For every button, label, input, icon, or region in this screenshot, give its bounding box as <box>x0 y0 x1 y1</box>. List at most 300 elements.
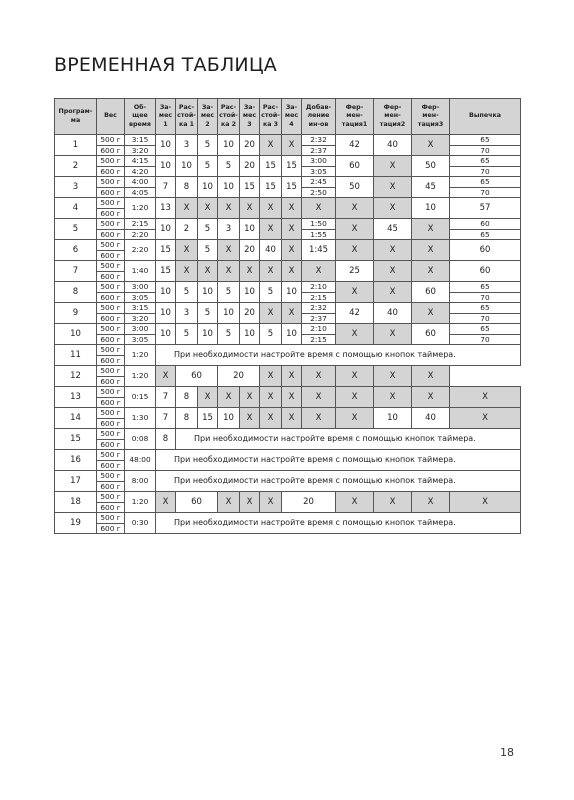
step-time-cell: X <box>260 492 282 513</box>
step-time-cell: 2:15 <box>302 334 336 345</box>
weight-cell: 600 г <box>97 208 125 219</box>
timer-note: При необходимости настройте время с помощью кнопок таймера. <box>156 450 521 471</box>
weight-cell: 500 г <box>97 282 125 293</box>
step-time-cell: 5 <box>198 156 218 177</box>
step-time-cell: X <box>198 387 218 408</box>
time-table <box>54 98 521 534</box>
bake-time-cell: 65 <box>450 177 521 188</box>
step-time-cell: X <box>218 240 240 261</box>
step-time-cell: X <box>176 240 198 261</box>
weight-cell: 500 г <box>97 345 125 356</box>
step-time-cell: X <box>336 198 374 219</box>
step-time-cell: 10 <box>218 408 240 429</box>
step-time-cell: X <box>260 198 282 219</box>
total-time-cell: 1:20 <box>125 198 156 219</box>
program-number: 1 <box>55 135 97 156</box>
column-header <box>450 99 521 135</box>
table-row <box>55 261 521 272</box>
table-row <box>55 156 521 167</box>
step-time-cell: 60 <box>412 282 450 303</box>
step-time-cell: 1:45 <box>302 240 336 261</box>
weight-cell: 500 г <box>97 219 125 230</box>
weight-cell: 500 г <box>97 429 125 440</box>
step-time-cell: 10 <box>412 198 450 219</box>
weight-cell: 600 г <box>97 250 125 261</box>
weight-cell: 500 г <box>97 198 125 209</box>
total-time-cell: 48:00 <box>125 450 156 471</box>
step-time-cell: 45 <box>374 219 412 240</box>
step-time-cell: X <box>176 261 198 282</box>
weight-cell: 600 г <box>97 187 125 198</box>
step-time-cell: X <box>218 387 240 408</box>
timer-note: При необходимости настройте время с помощью кнопок таймера. <box>156 513 521 534</box>
column-header <box>55 99 97 135</box>
step-time-cell: 10 <box>156 303 176 324</box>
step-time-cell: 7 <box>156 387 176 408</box>
step-time-cell: X <box>412 366 450 387</box>
weight-cell: 600 г <box>97 271 125 282</box>
column-header-line: тация2 <box>379 120 406 128</box>
step-time-cell: 10 <box>218 177 240 198</box>
column-header-line: тация1 <box>341 120 368 128</box>
step-time-cell: 15 <box>198 408 218 429</box>
step-time-cell: X <box>282 261 302 282</box>
weight-cell: 500 г <box>97 240 125 251</box>
step-time-cell: 10 <box>156 219 176 240</box>
weight-cell: 600 г <box>97 439 125 450</box>
step-time-cell: X <box>260 261 282 282</box>
total-time-cell: 3:15 <box>125 135 156 146</box>
step-time-cell: X <box>282 366 302 387</box>
column-header-line: За- <box>201 103 214 111</box>
step-time-cell: 2 <box>176 219 198 240</box>
weight-cell: 600 г <box>97 145 125 156</box>
step-time-cell: 20 <box>240 240 260 261</box>
step-time-cell: 10 <box>282 324 302 345</box>
step-time-cell: 40 <box>412 408 450 429</box>
total-time-cell: 0:30 <box>125 513 156 534</box>
step-time-cell: X <box>412 261 450 282</box>
step-time-cell: 20 <box>240 135 260 156</box>
total-time-cell: 3:20 <box>125 145 156 156</box>
step-time-cell: X <box>412 135 450 156</box>
step-time-cell: 1:55 <box>302 229 336 240</box>
table-row <box>55 282 521 293</box>
column-header-line: Вес <box>104 112 117 120</box>
column-header-line: За- <box>159 103 172 111</box>
step-time-cell: 5 <box>260 282 282 303</box>
weight-cell: 600 г <box>97 355 125 366</box>
step-time-cell: 40 <box>374 303 412 324</box>
program-number: 7 <box>55 261 97 282</box>
timer-note: При необходимости настройте время с помощью кнопок таймера. <box>156 345 521 366</box>
step-time-cell: 15 <box>260 156 282 177</box>
bake-time-cell: 60 <box>450 219 521 230</box>
total-time-cell: 1:20 <box>125 345 156 366</box>
step-time-cell: 60 <box>176 366 218 387</box>
step-time-cell: X <box>282 219 302 240</box>
step-time-cell: 3 <box>176 303 198 324</box>
step-time-cell: 5 <box>218 156 240 177</box>
step-time-cell: X <box>218 261 240 282</box>
weight-cell: 600 г <box>97 460 125 471</box>
step-time-cell: 3 <box>218 219 240 240</box>
bake-time-cell: 60 <box>450 240 521 261</box>
table-row <box>55 513 521 524</box>
column-header-line: Фер- <box>345 103 364 111</box>
step-time-cell: X <box>240 198 260 219</box>
step-time-cell: 13 <box>156 198 176 219</box>
step-time-cell: 2:32 <box>302 303 336 314</box>
column-header <box>218 99 240 135</box>
step-time-cell: X <box>412 219 450 240</box>
step-time-cell: 15 <box>260 177 282 198</box>
program-number: 8 <box>55 282 97 303</box>
step-time-cell: 10 <box>282 282 302 303</box>
total-time-cell: 0:08 <box>125 429 156 450</box>
step-time-cell: 40 <box>374 135 412 156</box>
bake-time-cell: 65 <box>450 282 521 293</box>
weight-cell: 500 г <box>97 156 125 167</box>
step-time-cell: X <box>450 387 521 408</box>
weight-cell: 600 г <box>97 502 125 513</box>
step-time-cell: 15 <box>282 177 302 198</box>
table-header-row <box>55 99 521 135</box>
step-time-cell: 5 <box>176 282 198 303</box>
weight-cell: 500 г <box>97 471 125 482</box>
step-time-cell: X <box>240 492 260 513</box>
step-time-cell: X <box>302 366 336 387</box>
weight-cell: 500 г <box>97 387 125 398</box>
column-header-line: За- <box>243 103 256 111</box>
step-time-cell: X <box>336 387 374 408</box>
step-time-cell: 10 <box>198 177 218 198</box>
bake-time-cell: 70 <box>450 313 521 324</box>
step-time-cell: X <box>374 198 412 219</box>
step-time-cell: X <box>240 387 260 408</box>
step-time-cell: X <box>412 387 450 408</box>
column-header-line: мес <box>200 112 215 120</box>
program-number: 10 <box>55 324 97 345</box>
step-time-cell: 20 <box>240 156 260 177</box>
step-time-cell: 5 <box>176 324 198 345</box>
column-header-line: ление <box>307 112 330 120</box>
step-time-cell: 5 <box>218 282 240 303</box>
column-header-line: стой- <box>177 112 196 120</box>
weight-cell: 500 г <box>97 261 125 272</box>
step-time-cell: X <box>156 492 176 513</box>
weight-cell: 600 г <box>97 397 125 408</box>
step-time-cell: 2:10 <box>302 324 336 335</box>
column-header-line: мен- <box>422 112 439 120</box>
column-header-line: 1 <box>163 120 168 128</box>
step-time-cell: X <box>336 408 374 429</box>
weight-cell: 600 г <box>97 376 125 387</box>
step-time-cell: X <box>260 135 282 156</box>
step-time-cell: X <box>336 492 374 513</box>
step-time-cell: X <box>412 240 450 261</box>
step-time-cell: X <box>302 198 336 219</box>
total-time-cell: 0:15 <box>125 387 156 408</box>
program-number: 13 <box>55 387 97 408</box>
step-time-cell: 2:37 <box>302 313 336 324</box>
step-time-cell: 10 <box>374 408 412 429</box>
step-time-cell: X <box>282 240 302 261</box>
step-time-cell: X <box>374 156 412 177</box>
step-time-cell: 8 <box>176 408 198 429</box>
column-header <box>198 99 218 135</box>
timer-note: При необходимости настройте время с помощью кнопок таймера. <box>156 471 521 492</box>
total-time-cell: 2:20 <box>125 229 156 240</box>
bake-time-cell: 65 <box>450 324 521 335</box>
table-row <box>55 450 521 461</box>
step-time-cell: 60 <box>336 156 374 177</box>
column-header-line: мес <box>158 112 173 120</box>
step-time-cell: X <box>260 366 282 387</box>
column-header-line: мес <box>242 112 257 120</box>
page-title: ВРЕМЕННАЯ ТАБЛИЦА <box>54 54 277 76</box>
step-time-cell: 5 <box>218 324 240 345</box>
step-time-cell: X <box>282 135 302 156</box>
step-time-cell: X <box>260 303 282 324</box>
weight-cell: 500 г <box>97 513 125 524</box>
step-time-cell: 7 <box>156 177 176 198</box>
step-time-cell: X <box>302 408 336 429</box>
weight-cell: 500 г <box>97 303 125 314</box>
total-time-cell: 4:05 <box>125 187 156 198</box>
total-time-cell: 1:20 <box>125 492 156 513</box>
weight-cell: 600 г <box>97 229 125 240</box>
column-header-line: мен- <box>346 112 363 120</box>
total-time-cell: 1:30 <box>125 408 156 429</box>
step-time-cell: X <box>374 240 412 261</box>
step-time-cell: X <box>282 408 302 429</box>
step-time-cell: X <box>374 387 412 408</box>
table-row <box>55 366 521 377</box>
weight-cell: 600 г <box>97 523 125 534</box>
step-time-cell: 10 <box>176 156 198 177</box>
step-time-cell: 2:10 <box>302 282 336 293</box>
step-time-cell: X <box>336 282 374 303</box>
step-time-cell: 10 <box>156 324 176 345</box>
table-row <box>55 492 521 503</box>
step-time-cell: 15 <box>282 156 302 177</box>
weight-cell: 500 г <box>97 366 125 377</box>
step-time-cell: X <box>282 198 302 219</box>
bake-time-cell: 65 <box>450 229 521 240</box>
step-time-cell: 45 <box>412 177 450 198</box>
column-header-line: щее <box>132 112 148 120</box>
step-time-cell: X <box>374 366 412 387</box>
table-row <box>55 471 521 482</box>
step-time-cell: X <box>198 198 218 219</box>
bake-time-cell: 70 <box>450 145 521 156</box>
step-time-cell: 5 <box>260 324 282 345</box>
column-header-line: Програм- <box>58 108 93 115</box>
step-time-cell: 3:00 <box>302 156 336 167</box>
total-time-cell: 8:00 <box>125 471 156 492</box>
step-time-cell: 5 <box>198 240 218 261</box>
step-time-cell: X <box>374 282 412 303</box>
step-time-cell: 15 <box>156 240 176 261</box>
column-header-line: Об- <box>133 103 147 111</box>
table-row <box>55 135 521 146</box>
weight-cell: 600 г <box>97 166 125 177</box>
total-time-cell: 3:20 <box>125 313 156 324</box>
step-time-cell: 42 <box>336 303 374 324</box>
step-time-cell: X <box>260 408 282 429</box>
column-header-line: мен- <box>384 112 401 120</box>
weight-cell: 600 г <box>97 418 125 429</box>
column-header-line: За- <box>285 103 298 111</box>
column-header-line: 4 <box>289 120 294 128</box>
column-header-line: Рас- <box>220 103 237 111</box>
total-time-cell: 4:00 <box>125 177 156 188</box>
step-time-cell: X <box>260 219 282 240</box>
step-time-cell: 50 <box>336 177 374 198</box>
column-header <box>97 99 125 135</box>
step-time-cell: X <box>412 492 450 513</box>
program-number: 5 <box>55 219 97 240</box>
program-number: 6 <box>55 240 97 261</box>
step-time-cell: 15 <box>156 261 176 282</box>
program-number: 19 <box>55 513 97 534</box>
timer-note: При необходимости настройте время с помощью кнопок таймера. <box>176 429 521 450</box>
step-time-cell: X <box>282 387 302 408</box>
total-time-cell: 3:15 <box>125 303 156 314</box>
bake-time-cell: 65 <box>450 303 521 314</box>
program-number: 18 <box>55 492 97 513</box>
column-header-line: Выпечка <box>469 112 501 120</box>
step-time-cell: 10 <box>240 282 260 303</box>
total-time-cell: 3:05 <box>125 334 156 345</box>
step-time-cell: X <box>374 324 412 345</box>
weight-cell: 500 г <box>97 450 125 461</box>
step-time-cell: 20 <box>240 303 260 324</box>
column-header-line: ма <box>70 116 81 124</box>
step-time-cell: 40 <box>260 240 282 261</box>
step-time-cell: 25 <box>336 261 374 282</box>
total-time-cell: 4:15 <box>125 156 156 167</box>
program-number: 14 <box>55 408 97 429</box>
column-header-line: ка 1 <box>178 120 195 128</box>
column-header <box>125 99 156 135</box>
total-time-cell: 2:15 <box>125 219 156 230</box>
column-header <box>374 99 412 135</box>
program-number: 15 <box>55 429 97 450</box>
column-header-line: Рас- <box>178 103 195 111</box>
table-row <box>55 219 521 230</box>
table-row <box>55 345 521 356</box>
column-header <box>240 99 260 135</box>
column-header <box>176 99 198 135</box>
table-row <box>55 303 521 314</box>
column-header-line: Фер- <box>383 103 402 111</box>
table-row <box>55 198 521 209</box>
step-time-cell: 20 <box>218 366 260 387</box>
weight-cell: 600 г <box>97 292 125 303</box>
program-number: 4 <box>55 198 97 219</box>
step-time-cell: X <box>176 198 198 219</box>
step-time-cell: 10 <box>240 219 260 240</box>
step-time-cell: 10 <box>218 303 240 324</box>
step-time-cell: 10 <box>240 324 260 345</box>
column-header-line: 2 <box>205 120 210 128</box>
step-time-cell: 10 <box>156 135 176 156</box>
column-header-line: ка 2 <box>220 120 237 128</box>
step-time-cell: 8 <box>176 177 198 198</box>
step-time-cell: X <box>450 408 521 429</box>
step-time-cell: X <box>240 261 260 282</box>
step-time-cell: X <box>336 219 374 240</box>
weight-cell: 600 г <box>97 481 125 492</box>
bake-time-cell: 60 <box>450 261 521 282</box>
step-time-cell: 50 <box>412 156 450 177</box>
total-time-cell: 1:20 <box>125 366 156 387</box>
step-time-cell: X <box>156 366 176 387</box>
step-time-cell: 10 <box>156 282 176 303</box>
weight-cell: 500 г <box>97 408 125 419</box>
bake-time-cell: 65 <box>450 156 521 167</box>
page-number: 18 <box>500 746 514 759</box>
column-header-line: тация3 <box>417 120 444 128</box>
step-time-cell: X <box>282 303 302 324</box>
column-header-line: Фер- <box>421 103 440 111</box>
total-time-cell: 4:20 <box>125 166 156 177</box>
column-header <box>412 99 450 135</box>
step-time-cell: 3 <box>176 135 198 156</box>
step-time-cell: X <box>218 492 240 513</box>
table-row <box>55 240 521 251</box>
program-number: 12 <box>55 366 97 387</box>
column-header <box>260 99 282 135</box>
step-time-cell: X <box>374 492 412 513</box>
column-header-line: стой- <box>219 112 238 120</box>
weight-cell: 500 г <box>97 492 125 503</box>
bake-time-cell: 57 <box>450 198 521 219</box>
step-time-cell: X <box>336 366 374 387</box>
column-header-line: время <box>129 120 151 128</box>
total-time-cell: 3:05 <box>125 292 156 303</box>
step-time-cell: 7 <box>156 408 176 429</box>
step-time-cell: 3:05 <box>302 166 336 177</box>
bake-time-cell: 65 <box>450 135 521 146</box>
step-time-cell: 2:45 <box>302 177 336 188</box>
column-header-line: стой- <box>261 112 280 120</box>
step-time-cell: X <box>336 240 374 261</box>
step-time-cell: 10 <box>198 324 218 345</box>
step-time-cell: X <box>302 261 336 282</box>
column-header <box>302 99 336 135</box>
step-time-cell: 60 <box>412 324 450 345</box>
step-time-cell: 20 <box>282 492 336 513</box>
bake-time-cell: 70 <box>450 187 521 198</box>
weight-cell: 500 г <box>97 324 125 335</box>
column-header <box>336 99 374 135</box>
program-number: 17 <box>55 471 97 492</box>
step-time-cell: X <box>302 387 336 408</box>
program-number: 2 <box>55 156 97 177</box>
weight-cell: 600 г <box>97 334 125 345</box>
step-time-cell: X <box>450 492 521 513</box>
column-header <box>282 99 302 135</box>
step-time-cell: 2:50 <box>302 187 336 198</box>
column-header-line: Добав- <box>305 103 332 111</box>
weight-cell: 500 г <box>97 135 125 146</box>
table-row <box>55 387 521 398</box>
program-number: 16 <box>55 450 97 471</box>
step-time-cell: 15 <box>240 177 260 198</box>
